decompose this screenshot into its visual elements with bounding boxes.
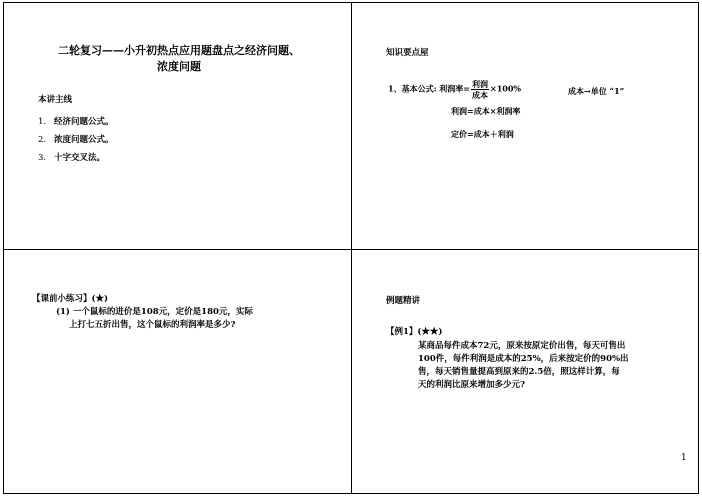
example-line: 100件，每件利润是成本的25%，后来按定价的90%出 <box>418 354 629 364</box>
slide-panel-practice <box>3 249 351 494</box>
example-problem <box>418 340 688 392</box>
slide-panel-overview <box>3 2 351 249</box>
practice-problem-line1: (1) 一个鼠标的进价是108元，定价是180元，实际 <box>56 307 253 317</box>
examples-heading: 例题精讲 <box>386 296 421 306</box>
formula-numerator: 利润 <box>472 79 489 89</box>
slide-panel-example <box>351 249 699 494</box>
practice-problem-line2: 上打七五折出售，这个鼠标的利润率是多少? <box>69 320 236 330</box>
list-item-text: 浓度问题公式。 <box>54 135 114 145</box>
section-heading: 知识要点屋 <box>386 48 429 58</box>
formula-profit: 利润=成本×利润率 <box>451 106 521 116</box>
formula-fraction <box>471 79 489 100</box>
formula-denominator: 成本 <box>472 90 489 100</box>
formula-prefix: 1、基本公式: 利润率= <box>388 83 471 94</box>
example-line: 某商品每件成本72元，原来按原定价出售，每天可售出 <box>418 341 626 351</box>
list-item-text: 十字交叉法。 <box>54 153 106 163</box>
practice-problem <box>56 306 336 332</box>
formula-profit-rate <box>388 79 521 100</box>
example-line: 天的利润比原来增加多少元? <box>418 380 525 390</box>
list-item-number: 2. <box>38 135 47 145</box>
lesson-title-line1: 二轮复习——小升初热点应用题盘点之经济问题、 <box>58 44 300 57</box>
list-item <box>38 133 114 145</box>
page-number: 1 <box>681 453 687 463</box>
slide-panel-formulas <box>351 2 699 249</box>
list-item <box>38 151 105 163</box>
list-item-number: 1. <box>38 117 47 127</box>
lesson-title-line2: 浓度问题 <box>157 60 201 73</box>
unit-note: 成本→单位 “1” <box>568 86 625 96</box>
practice-heading: 【课前小练习】(★) <box>32 294 109 304</box>
example-line: 售，每天销售量提高到原来的2.5倍，照这样计算，每 <box>418 367 620 377</box>
formula-suffix: ×100% <box>490 83 522 94</box>
formula-price: 定价=成本＋利润 <box>451 129 514 139</box>
section-label: 本讲主线 <box>38 95 73 105</box>
list-item-number: 3. <box>38 153 47 163</box>
list-item-text: 经济问题公式。 <box>54 117 114 127</box>
lesson-title <box>34 43 324 75</box>
list-item <box>38 115 114 127</box>
example-label: 【例1】(★★) <box>386 327 443 337</box>
